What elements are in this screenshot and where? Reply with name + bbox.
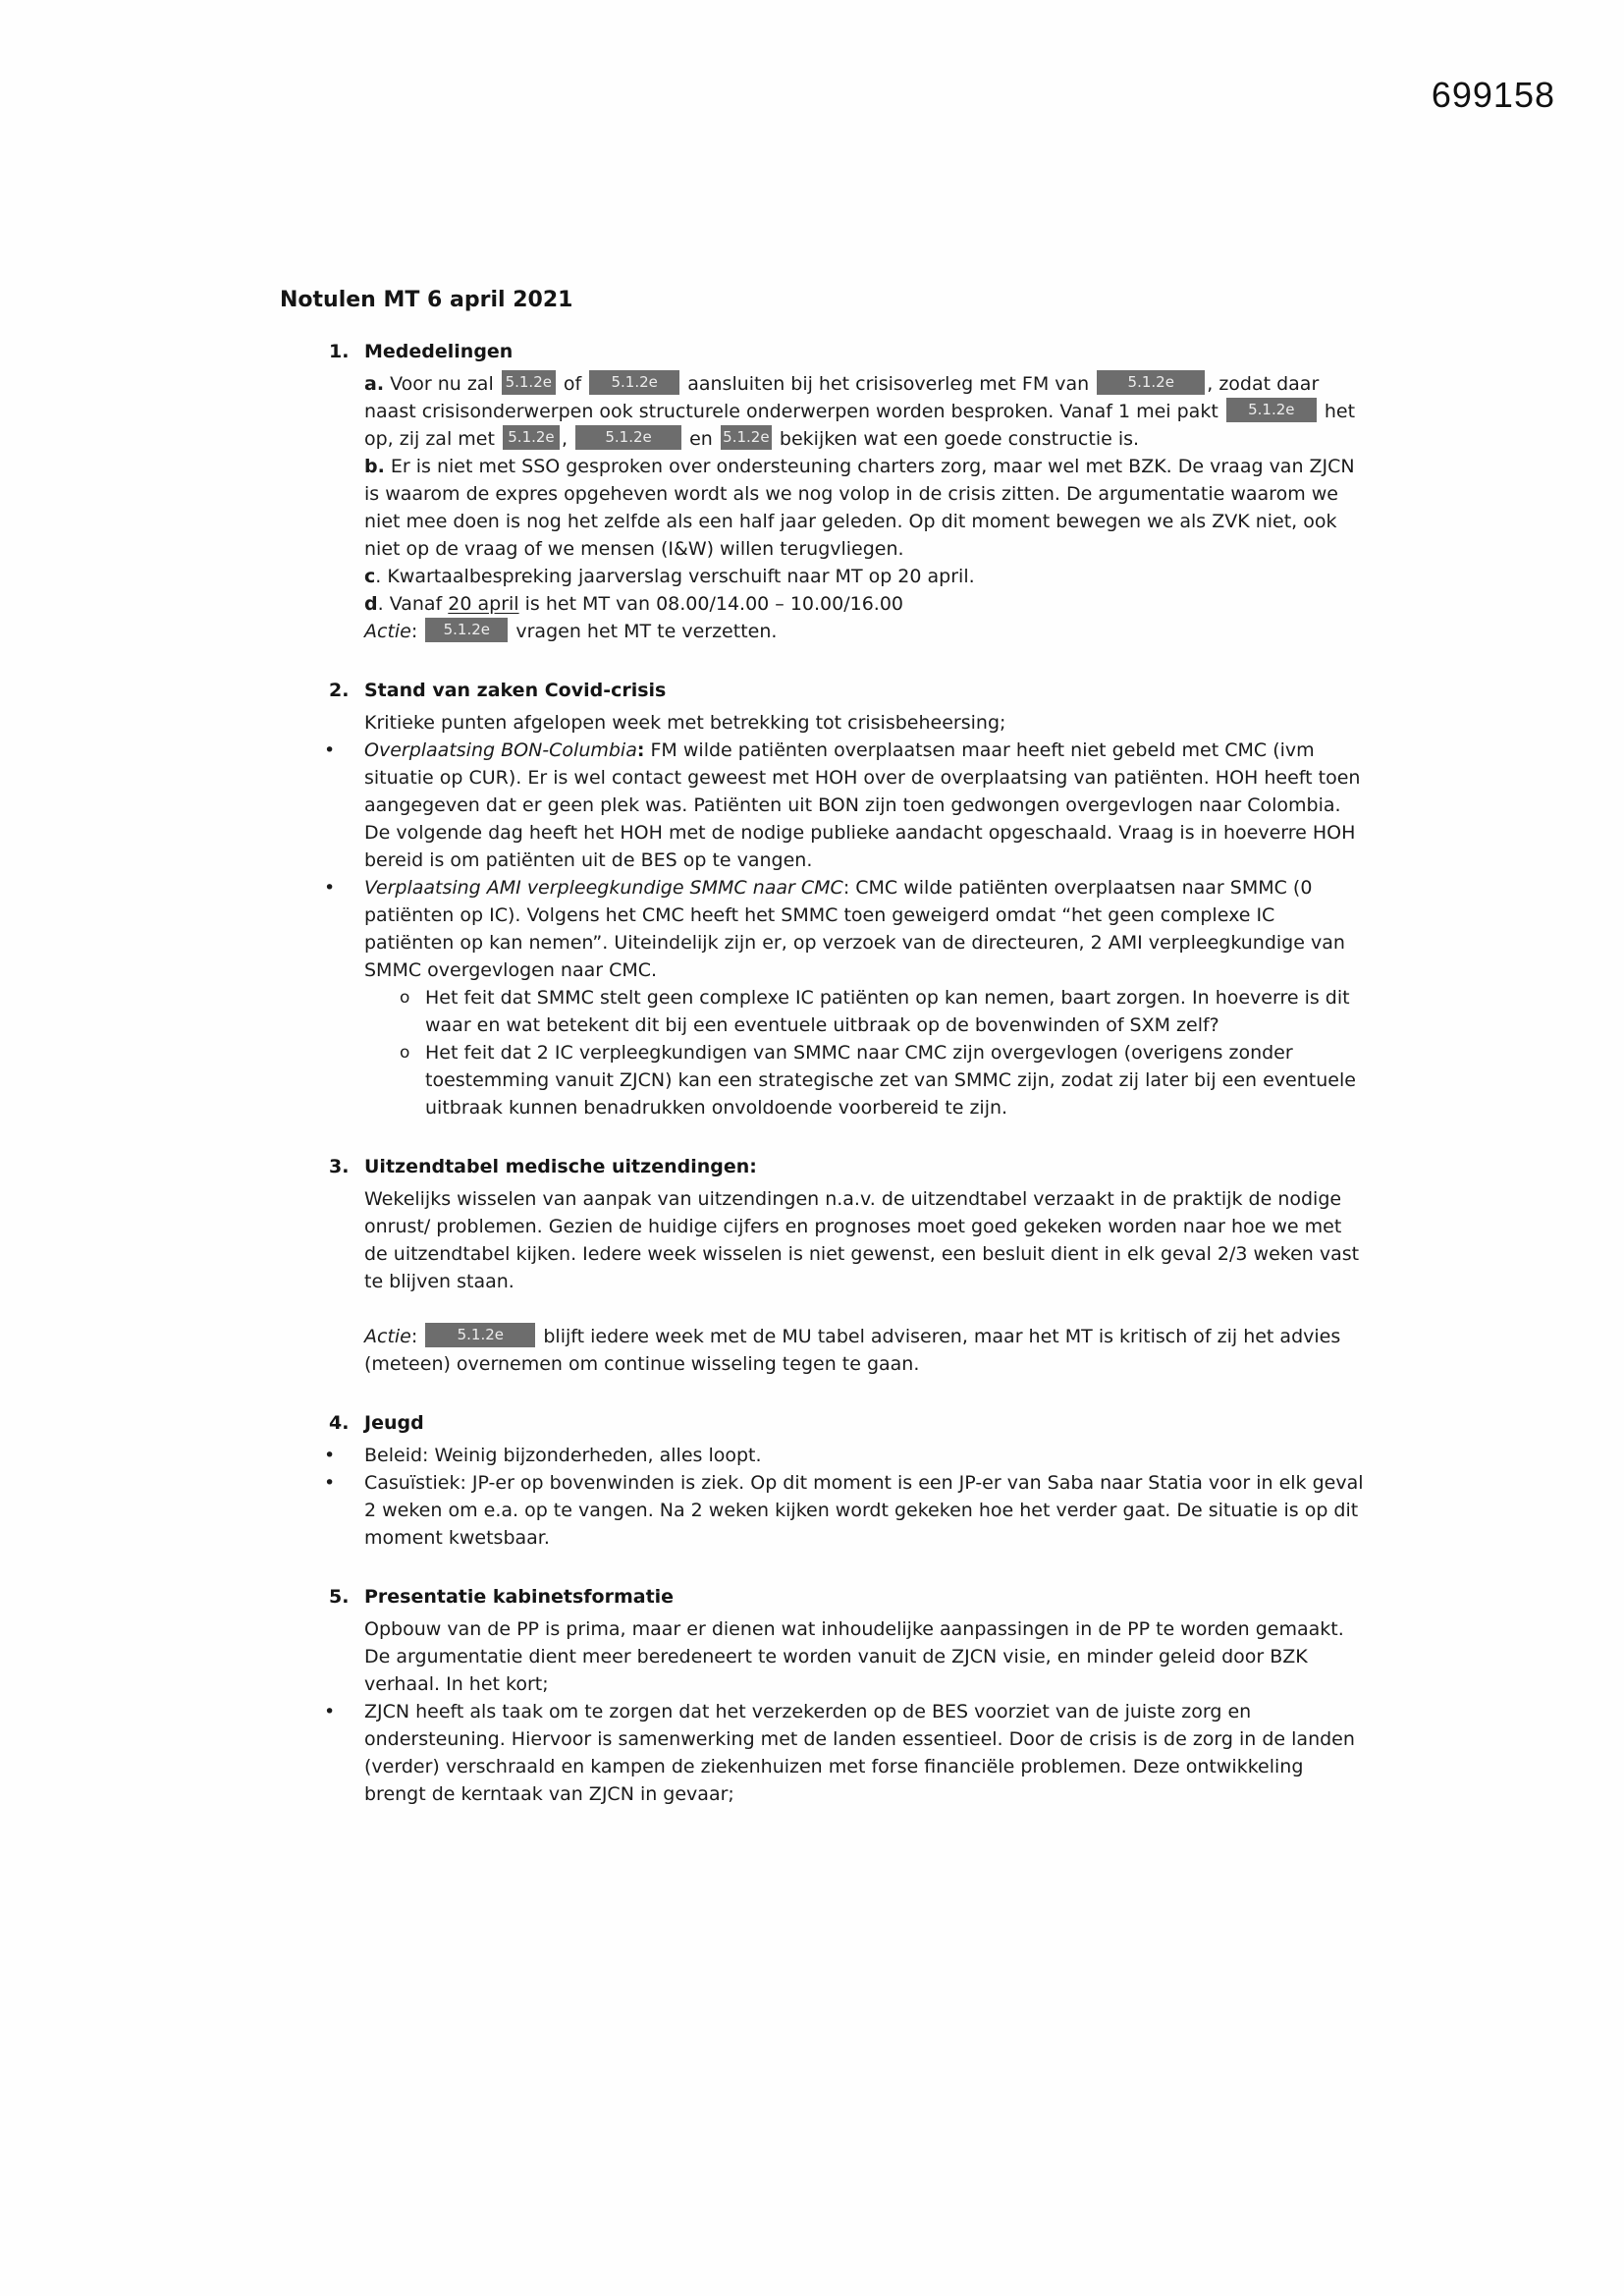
text-run: Voor nu zal	[384, 373, 500, 395]
section-heading	[280, 1583, 1365, 1611]
text-run: Beleid: Weinig bijzonderheden, alles loopt.	[364, 1445, 762, 1466]
text-run: . Kwartaalbespreking jaarverslag verschuift naar MT op 20 april.	[375, 566, 975, 587]
bullet-marker: •	[324, 1472, 336, 1494]
text-run: of	[557, 373, 588, 395]
text-run: is het MT van 08.00/14.00 – 10.00/16.00	[518, 593, 904, 615]
bullet-item	[280, 1698, 1365, 1808]
document-section	[280, 1153, 1365, 1378]
text-content	[364, 566, 975, 587]
text-run: ZJCN heeft als taak om te zorgen dat het verzekerden op de BES voorziet van de juiste zorg en ondersteuning. Hiervoor is samenwerking met de landen essentieel. Door de crisis is de zorg in de landen (verder) verschraald en kampen de ziekenhuizen met forse financiële problemen. Deze ontwikkeling brengt de kerntaak van ZJCN in gevaar;	[364, 1701, 1355, 1805]
section-title: Jeugd	[364, 1412, 424, 1434]
text-run: Het feit dat SMMC stelt geen complexe IC patiënten op kan nemen, baart zorgen. In hoeverre is dit waar en wat betekent dit bij een eventuele uitbraak op de bovenwinden of SXM zelf?	[425, 987, 1350, 1036]
section-heading	[280, 338, 1365, 365]
bold-text-run: d	[364, 593, 378, 615]
text-run: aansluiten bij het crisisoverleg met FM van	[681, 373, 1096, 395]
section-heading	[280, 677, 1365, 704]
bullet-marker: •	[324, 739, 336, 761]
text-run: bekijken wat een goede constructie is.	[773, 428, 1140, 450]
italic-text-run: Actie	[364, 621, 411, 642]
text-run: Opbouw van de PP is prima, maar er dienen wat inhoudelijke aanpassingen in de PP te worden gemaakt. De argumentatie dient meer beredeneert te worden vanuit de ZJCN visie, en minder geleid door BZK verhaal. In het kort;	[364, 1618, 1344, 1695]
text-content	[364, 1445, 762, 1466]
paragraph	[280, 453, 1365, 563]
redaction-box: 5.1.2e	[1097, 370, 1205, 395]
paragraph	[280, 1615, 1365, 1698]
italic-text-run: Actie	[364, 1326, 411, 1347]
section-number: 3.	[329, 1156, 350, 1177]
sub-bullet-item	[280, 984, 1365, 1039]
bold-text-run: :	[636, 739, 645, 761]
redaction-box: 5.1.2e	[575, 425, 681, 450]
text-run: het op, zij zal met	[364, 401, 1356, 450]
bold-text-run: c	[364, 566, 376, 587]
text-content	[364, 739, 1360, 871]
text-run: en	[683, 428, 719, 450]
text-run: Er is niet met SSO gesproken over ondersteuning charters zorg, maar wel met BZK. De vraag van ZJCN is waarom de expres opgeheven wordt als we nog volop in de crisis zitten. De argumentatie waarom we niet mee doen is nog het zelfde als een half jaar geleden. Op dit moment bewegen we als ZVK niet, ook niet op de vraag of we mensen (I&W) willen terugvliegen.	[364, 456, 1355, 560]
text-content	[364, 456, 1355, 560]
text-run: blijft iedere week met de MU tabel adviseren, maar het MT is kritisch of zij het advies (meteen) overnemen om continue wisseling tegen te gaan.	[364, 1326, 1341, 1375]
document-number: 699158	[1431, 75, 1555, 115]
bullet-marker: •	[324, 1445, 336, 1466]
bullet-item	[280, 737, 1365, 874]
text-content	[364, 1701, 1355, 1805]
text-content	[364, 712, 1005, 734]
section-title: Uitzendtabel medische uitzendingen:	[364, 1156, 757, 1177]
text-content	[364, 1618, 1344, 1695]
text-content	[364, 593, 903, 615]
sub-bullet-marker: o	[400, 1043, 410, 1063]
paragraph	[280, 590, 1365, 618]
italic-text-run: Verplaatsing AMI verpleegkundige SMMC naar CMC	[364, 877, 843, 899]
sub-bullet-marker: o	[400, 988, 410, 1008]
paragraph	[280, 370, 1365, 453]
section-heading	[280, 1153, 1365, 1180]
bullet-marker: •	[324, 1701, 336, 1722]
document-title: Notulen MT 6 april 2021	[280, 288, 573, 312]
paragraph	[280, 709, 1365, 737]
text-content	[364, 1188, 1359, 1292]
bullet-item	[280, 1469, 1365, 1552]
section-title: Mededelingen	[364, 341, 514, 362]
text-run: . Vanaf	[377, 593, 449, 615]
text-run: :	[410, 621, 424, 642]
text-content	[425, 987, 1350, 1036]
section-number: 4.	[329, 1412, 350, 1434]
section-number: 2.	[329, 680, 350, 701]
text-run: FM wilde patiënten overplaatsen maar heeft niet gebeld met CMC (ivm situatie op CUR). Er is wel contact geweest met HOH over de overplaatsing van patiënten. HOH heeft toen aangegeven dat er geen plek was. Patiënten uit BON zijn toen gedwongen overgevlogen naar Colombia. De volgende dag heeft het HOH met de nodige publieke aandacht opgeschaald. Vraag is in hoeverre HOH bereid is om patiënten uit de BES op te vangen.	[364, 739, 1361, 871]
paragraph	[280, 618, 1365, 645]
redaction-box: 5.1.2e	[503, 425, 560, 450]
redaction-box: 5.1.2e	[425, 1323, 535, 1347]
bullet-marker: •	[324, 877, 336, 899]
blank-line	[280, 1295, 1365, 1323]
redaction-box: 5.1.2e	[721, 425, 772, 450]
section-title: Stand van zaken Covid-crisis	[364, 680, 667, 701]
section-number: 1.	[329, 341, 350, 362]
document-content	[280, 287, 1365, 1808]
text-content	[364, 621, 777, 642]
redaction-box: 5.1.2e	[589, 370, 679, 395]
paragraph	[280, 563, 1365, 590]
document-section	[280, 677, 1365, 1121]
bold-text-run: b.	[364, 456, 385, 477]
section-title: Presentatie kabinetsformatie	[364, 1586, 675, 1608]
text-run: Wekelijks wisselen van aanpak van uitzendingen n.a.v. de uitzendtabel verzaakt in de praktijk de nodige onrust/ problemen. Gezien de huidige cijfers en prognoses moet goed gekeken worden naar hoe we met de uitzendtabel kijken. Iedere week wisselen is niet gewenst, een besluit dient in elk geval 2/3 weken vast te blijven staan.	[364, 1188, 1360, 1292]
text-run: Casuïstiek: JP-er op bovenwinden is ziek. Op dit moment is een JP-er van Saba naar Statia voor in elk geval 2 weken om e.a. op te vangen. Na 2 weken kijken wordt gekeken hoe het verder gaat. De situatie is op dit moment kwetsbaar.	[364, 1472, 1364, 1549]
text-run: : CMC wilde patiënten overplaatsen naar SMMC (0 patiënten op IC). Volgens het CMC heeft het SMMC toen geweigerd omdat “het geen complexe IC patiënten op kan nemen”. Uiteindelijk zijn er, op verzoek van de directeuren, 2 AMI verpleegkundige van SMMC overgevlogen naar CMC.	[364, 877, 1345, 981]
paragraph	[280, 1323, 1365, 1378]
text-run: vragen het MT te verzetten.	[510, 621, 778, 642]
document-body	[280, 338, 1365, 1808]
section-heading	[280, 1409, 1365, 1437]
text-run: :	[410, 1326, 424, 1347]
bold-text-run: a.	[364, 373, 385, 395]
section-number: 5.	[329, 1586, 350, 1608]
text-content	[364, 373, 1355, 450]
sub-bullet-item	[280, 1039, 1365, 1121]
bullet-item	[280, 1442, 1365, 1469]
text-content	[425, 1042, 1356, 1119]
bullet-item	[280, 874, 1365, 984]
redaction-box: 5.1.2e	[502, 370, 556, 395]
redaction-box: 5.1.2e	[425, 618, 508, 642]
underlined-text-run: 20 april	[448, 593, 519, 615]
document-section	[280, 1409, 1365, 1552]
text-run: ,	[561, 428, 574, 450]
document-section	[280, 1583, 1365, 1808]
document-section	[280, 338, 1365, 645]
text-run: , zodat daar naast crisisonderwerpen ook structurele onderwerpen worden besproken. Vanaf 1 mei pakt	[364, 373, 1320, 422]
text-run: Het feit dat 2 IC verpleegkundigen van SMMC naar CMC zijn overgevlogen (overigens zonder toestemming vanuit ZJCN) kan een strategische zet van SMMC zijn, zodat zij later bij een eventuele uitbraak kunnen benadrukken onvoldoende voorbereid te zijn.	[425, 1042, 1356, 1119]
italic-text-run: Overplaatsing BON-Columbia	[364, 739, 637, 761]
text-content	[364, 1326, 1340, 1375]
text-content	[364, 877, 1345, 981]
text-content	[364, 1472, 1364, 1549]
paragraph	[280, 1185, 1365, 1295]
text-run: Kritieke punten afgelopen week met betrekking tot crisisbeheersing;	[364, 712, 1006, 734]
redaction-box: 5.1.2e	[1226, 398, 1317, 422]
